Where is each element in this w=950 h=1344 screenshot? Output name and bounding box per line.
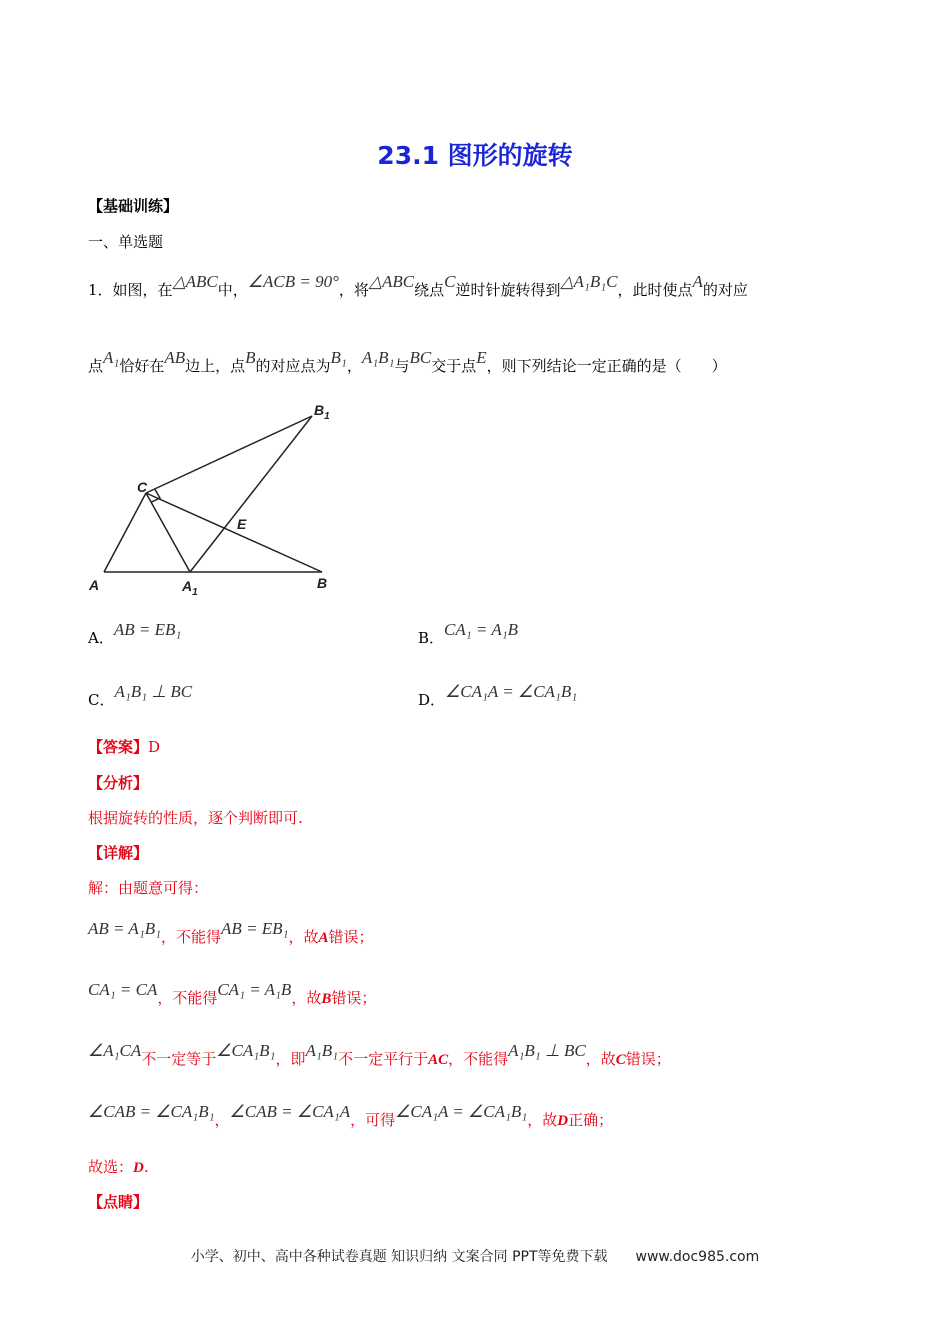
conclusion-line: 故选：D. bbox=[88, 1158, 149, 1176]
section-label: 【基础训练】 bbox=[88, 197, 179, 215]
question-line-1: 1．如图，在△ABC中，∠ACB = 90°，将△ABC绕点C逆时针旋转得到△A₁B₁C，此时使点A的对应 bbox=[88, 272, 748, 299]
detail-line-4: ∠CAB = ∠CA₁B₁，∠CAB = ∠CA₁A，可得∠CA₁A = ∠CA₁B₁，故D正确； bbox=[88, 1102, 614, 1129]
label-e: E bbox=[237, 516, 247, 532]
answer-value: D bbox=[148, 738, 161, 756]
detail-label: 【详解】 bbox=[88, 844, 149, 862]
answer-line bbox=[88, 737, 160, 757]
subsection-heading: 一、单选题 bbox=[88, 233, 164, 251]
detail-line-2: CA₁ = CA，不能得CA₁ = A₁B，故B错误； bbox=[88, 980, 377, 1007]
option-b: B．CA₁ = A₁B bbox=[418, 620, 519, 647]
segment-ca1 bbox=[146, 493, 190, 572]
geometry-figure bbox=[80, 395, 350, 600]
segment-a1b1 bbox=[190, 416, 312, 572]
label-a: A bbox=[89, 577, 100, 593]
analysis-label: 【分析】 bbox=[88, 774, 149, 792]
option-d: D．∠CA₁A = ∠CA₁B₁ bbox=[418, 682, 578, 709]
label-a1: $A_1$ bbox=[182, 578, 198, 598]
question-number: 1． bbox=[88, 281, 113, 299]
question-line-2: 点A₁恰好在AB边上，点B的对应点为B₁，A₁B₁与BC交于点E，则下列结论一定正确的是（ ） bbox=[88, 348, 727, 375]
page-footer: 小学、初中、高中各种试卷真题 知识归纳 文案合同 PPT等免费下载 www.doc985.com bbox=[190, 1249, 760, 1265]
page-title: 23.1 图形的旋转 bbox=[377, 141, 573, 170]
detail-intro: 解：由题意可得： bbox=[88, 879, 209, 897]
label-c: C bbox=[137, 479, 148, 495]
segment-ac bbox=[104, 493, 146, 572]
answer-label: 【答案】 bbox=[88, 738, 149, 756]
detail-line-3: ∠A₁CA不一定等于∠CA₁B₁，即A₁B₁不一定平行于AC，不能得A₁B₁ ⊥ BC，故C错误； bbox=[88, 1041, 671, 1068]
detail-line-1: AB = A₁B₁，不能得AB = EB₁，故A错误； bbox=[88, 919, 374, 946]
segment-cb bbox=[146, 493, 322, 572]
comment-label: 【点睛】 bbox=[88, 1193, 149, 1211]
label-b1: $B_1$ bbox=[314, 402, 330, 422]
analysis-text: 根据旋转的性质，逐个判断即可. bbox=[88, 809, 303, 827]
label-b: B bbox=[317, 575, 328, 591]
segment-cb1 bbox=[146, 416, 312, 493]
option-c: C．A₁B₁ ⊥ BC bbox=[88, 682, 193, 709]
option-a: A．AB = EB₁ bbox=[88, 620, 182, 647]
